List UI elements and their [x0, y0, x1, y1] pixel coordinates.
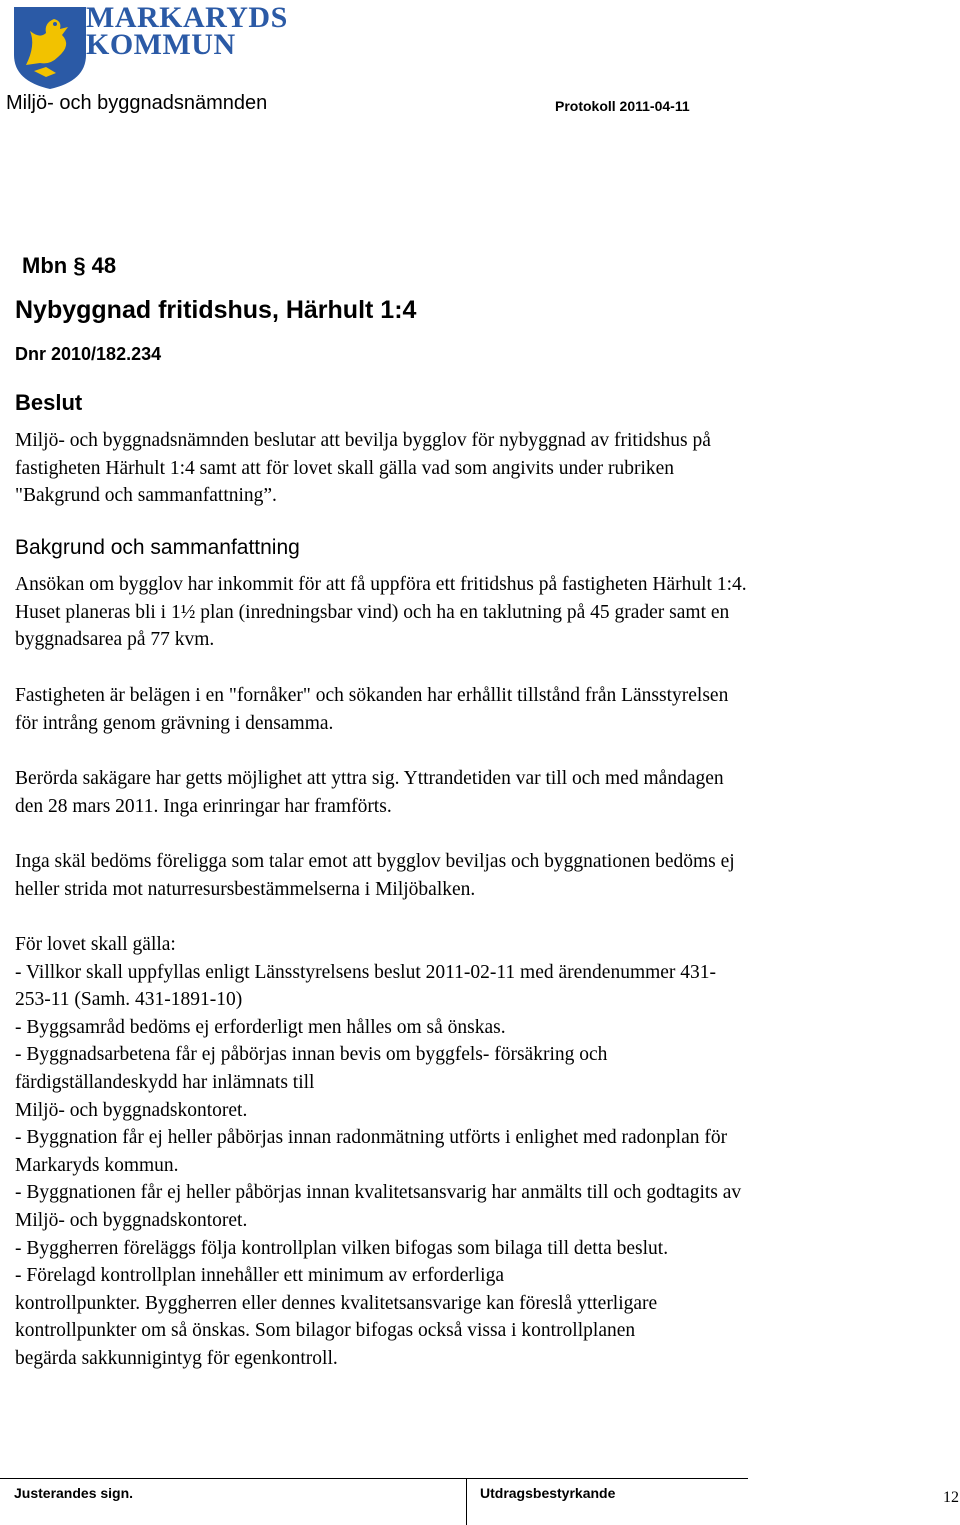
text-line: Miljö- och byggnadskontoret. — [15, 1209, 248, 1231]
case-number: Mbn § 48 — [22, 253, 117, 278]
text-line: Berörda sakägare har getts möjlighet att yttra sig. Yttrandetiden var till och med måndagen — [15, 768, 724, 789]
text-line: 253-11 (Samh. 431-1891-10) — [15, 989, 243, 1011]
text-line: Ansökan om bygglov har inkommit för att få uppföra ett fritidshus på fastigheten Härhult 1:4. — [15, 574, 747, 595]
footer-column-divider — [466, 1479, 467, 1525]
logo-line-1: MARKARYDS — [86, 1, 288, 34]
background-heading: Bakgrund och sammanfattning — [15, 536, 300, 559]
logo-wordmark — [86, 1, 288, 61]
text-line: Miljö- och byggnadsnämnden beslutar att bevilja bygglov för nybyggnad av fritidshus på — [15, 430, 711, 451]
conditions-list — [15, 931, 950, 1373]
page-title: Nybyggnad fritidshus, Härhult 1:4 — [15, 296, 417, 324]
text-line: Miljö- och byggnadskontoret. — [15, 1099, 248, 1121]
background-paragraph-4 — [15, 848, 950, 903]
text-line: byggnadsarea på 77 kvm. — [15, 629, 215, 651]
coat-of-arms-icon — [10, 5, 90, 91]
background-paragraph-3 — [15, 765, 950, 820]
text-line: färdigställandeskydd har inlämnats till — [15, 1071, 315, 1093]
text-line: kontrollpunkter om så önskas. Som bilagor bifogas också vissa i kontrollplanen — [15, 1320, 636, 1342]
text-line: Huset planeras bli i 1½ plan (inredningsbar vind) och ha en taklutning på 45 grader samt en — [15, 601, 730, 623]
decision-text — [15, 427, 950, 510]
text-line: kontrollpunkter. Byggherren eller dennes kvalitetsansvarige kan föreslå ytterligare — [15, 1292, 658, 1314]
logo-line-2: KOMMUN — [86, 28, 236, 61]
committee-name: Miljö- och byggnadsnämnden — [6, 92, 268, 114]
text-line: - Byggherren föreläggs följa kontrollplan vilken bifogas som bilaga till detta beslut. — [15, 1237, 669, 1259]
text-line: - Förelagd kontrollplan innehåller ett minimum av erforderliga — [15, 1265, 504, 1287]
text-line: - Byggnadsarbetena får ej påbörjas innan bevis om byggfels- försäkring och — [15, 1044, 608, 1066]
registration-number: Dnr 2010/182.234 — [15, 344, 162, 364]
text-line: heller strida mot naturresursbestämmelserna i Miljöbalken. — [15, 878, 476, 900]
text-line: den 28 mars 2011. Inga erinringar har framförts. — [15, 795, 392, 817]
background-paragraph-1 — [15, 571, 950, 654]
text-line: Fastigheten är belägen i en "fornåker" och sökanden har erhållit tillstånd från Länsstyrelsen — [15, 685, 729, 706]
background-paragraph-2 — [15, 682, 950, 737]
text-line: För lovet skall gälla: — [15, 934, 176, 955]
text-line: fastigheten Härhult 1:4 samt att för lovet skall gälla vad som angivits under rubriken — [15, 457, 675, 479]
text-line: Inga skäl bedöms föreligga som talar emot att bygglov beviljas och byggnationen bedöms ej — [15, 851, 735, 872]
text-line: Markaryds kommun. — [15, 1154, 179, 1176]
text-line: - Villkor skall uppfyllas enligt Länsstyrelsens beslut 2011-02-11 med ärendenummer 431- — [15, 961, 717, 983]
extract-label: Utdragsbestyrkande — [480, 1485, 616, 1501]
text-line: begärda sakkunnigintyg för egenkontroll. — [15, 1347, 338, 1369]
text-line: för intrång genom grävning i densamma. — [15, 712, 334, 734]
protocol-date: Protokoll 2011-04-11 — [555, 98, 690, 114]
footer-divider — [0, 1478, 748, 1479]
text-line: - Byggnationen får ej heller påbörjas innan kvalitetsansvarig har anmälts till och godtagits av — [15, 1182, 742, 1204]
text-line: - Byggsamråd bedöms ej erforderligt men hålles om så önskas. — [15, 1016, 506, 1038]
text-line: "Bakgrund och sammanfattning”. — [15, 485, 277, 507]
signature-label: Justerandes sign. — [14, 1485, 134, 1501]
page-number: 12 — [943, 1489, 959, 1506]
decision-heading: Beslut — [15, 390, 83, 415]
text-line: - Byggnation får ej heller påbörjas innan radonmätning utförts i enlighet med radonplan för — [15, 1127, 728, 1149]
